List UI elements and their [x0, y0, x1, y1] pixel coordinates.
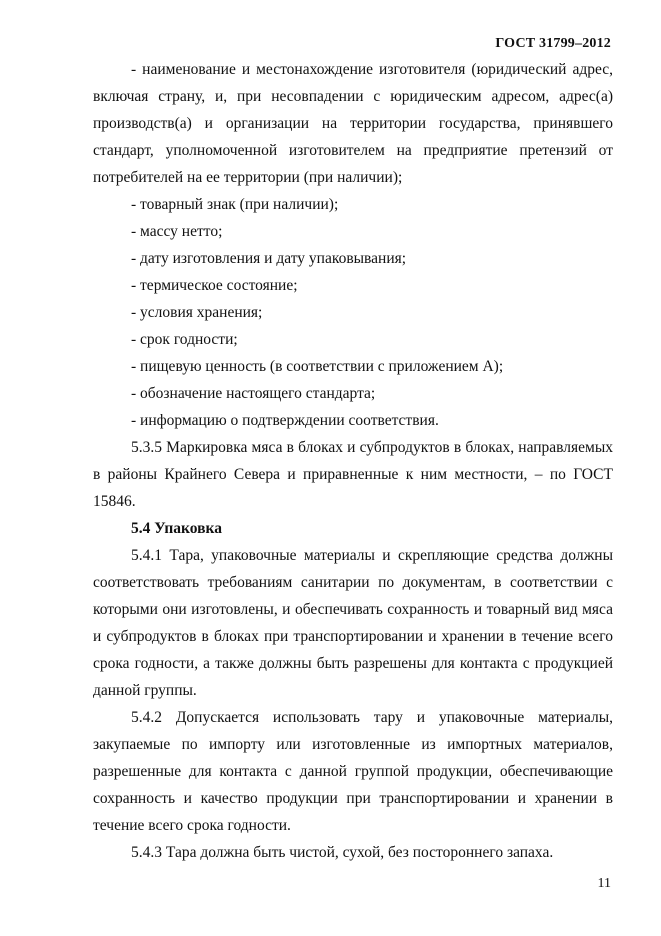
- list-item-trademark: - товарный знак (при наличии);: [131, 196, 339, 213]
- list-item-conformity-info: - информацию о подтверждении соответствия.: [131, 412, 439, 429]
- paragraph-5-4-2: 5.4.2 Допускается использовать тару и упаковочные материалы, закупаемые по импорту или изготовленные из импортных материалов, разрешенные для контакта с данной группой продукции, обеспечивающие сохранность и качество продукции при транспортировании и хранении в течение всего срока годности.: [93, 709, 613, 834]
- section-heading-packaging: 5.4 Упаковка: [131, 520, 222, 537]
- list-item-dates: - дату изготовления и дату упаковывания;: [131, 250, 407, 267]
- paragraph-5-4-1: 5.4.1 Тара, упаковочные материалы и скрепляющие средства должны соответствовать требованиям санитарии по документам, в соответствии с которыми они изготовлены, и обеспечивать сохранность и товарный вид мяса и субпродуктов в блоках при транспортировании и хранении в течение всего срока годности, а также должны быть разрешены для контакта с продукцией данной группы.: [93, 547, 613, 699]
- paragraph-5-4-3: 5.4.3 Тара должна быть чистой, сухой, без постороннего запаха.: [131, 844, 554, 861]
- list-item-thermal-state: - термическое состояние;: [131, 277, 298, 294]
- list-item-manufacturer: - наименование и местонахождение изготовителя (юридический адрес, включая страну, и, при несовпадении с юридическим адресом, адрес(а) производств(а) и организации на территории государства, принявшего стандарт, уполномоченной изготовителем на предприятие претензий от потребителей на ее территории (при наличии);: [93, 61, 613, 186]
- list-item-net-weight: - массу нетто;: [131, 223, 223, 240]
- paragraph-5-3-5: 5.3.5 Маркировка мяса в блоках и субпродуктов в блоках, направляемых в районы Крайнего Севера и приравненные к ним местности, – по ГОСТ 15846.: [93, 439, 613, 510]
- list-item-storage-conditions: - условия хранения;: [131, 304, 263, 321]
- document-header-standard-code: ГОСТ 31799–2012: [495, 36, 611, 51]
- document-body: [93, 56, 613, 866]
- list-item-shelf-life: - срок годности;: [131, 331, 238, 348]
- list-item-standard-designation: - обозначение настоящего стандарта;: [131, 385, 376, 402]
- list-item-nutritional-value: - пищевую ценность (в соответствии с приложением А);: [131, 358, 504, 375]
- page-number: 11: [597, 876, 611, 891]
